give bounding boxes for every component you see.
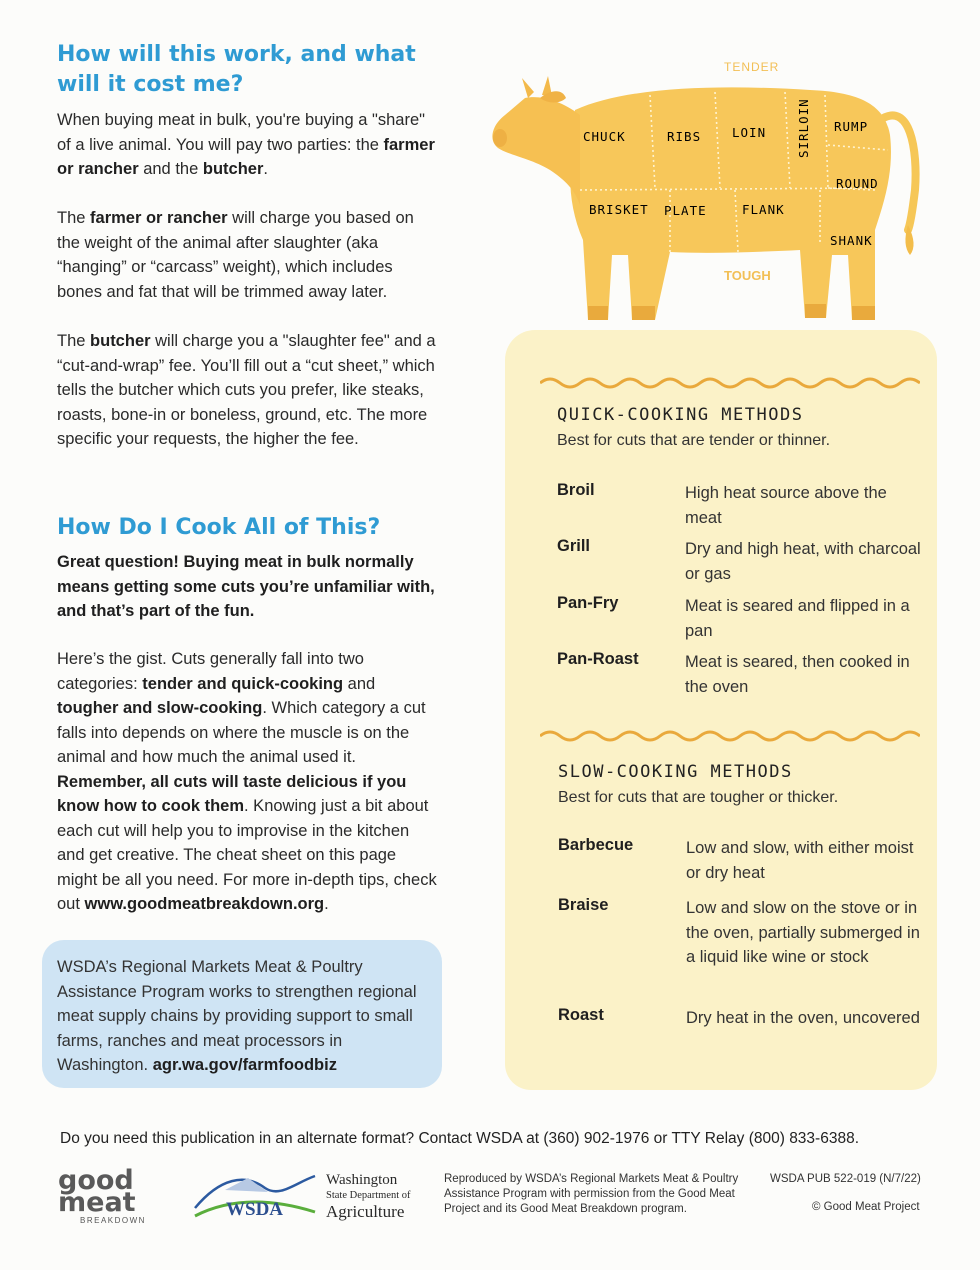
cut-sirloin-label: SIRLOIN	[796, 98, 811, 158]
bold-text: agr.wa.gov/farmfoodbiz	[152, 1056, 337, 1074]
wsda-name-line2: State Department of	[326, 1190, 411, 1201]
cow-cuts-diagram	[480, 40, 940, 350]
tough-label: TOUGH	[724, 268, 771, 283]
wsda-logo-text: WSDA	[226, 1199, 284, 1220]
slow-methods-subtitle: Best for cuts that are tougher or thicker.	[558, 789, 839, 806]
paragraph-farmer-charge: The farmer or rancher will charge you based on the weight of the animal after slaughter (aka “hanging” or “carcass” weight), which includes bones and fat that will be trimmed away later.	[57, 209, 414, 301]
cut-brisket-label: BRISKET	[589, 202, 649, 217]
method-name: Broil	[557, 481, 595, 499]
cut-ribs-label: RIBS	[667, 129, 702, 144]
cut-flank-label: FLANK	[742, 202, 785, 217]
cut-loin-label: LOIN	[732, 125, 767, 140]
cut-shank-label: SHANK	[830, 233, 873, 248]
good-meat-logo	[58, 1165, 188, 1230]
wsda-agency-name	[326, 1172, 411, 1220]
cut-plate-label: PLATE	[664, 203, 707, 218]
slow-methods-title: SLOW-COOKING METHODS	[558, 762, 793, 782]
cow-body	[492, 76, 915, 320]
section-title-cook: How Do I Cook All of This?	[57, 515, 381, 540]
gm-logo-breakdown: BREAKDOWN	[80, 1216, 146, 1225]
method-name: Pan-Roast	[557, 650, 639, 668]
bold-text: tender and quick-cooking	[142, 674, 344, 693]
wave-divider-slow	[540, 728, 920, 744]
tender-label: TENDER	[724, 60, 780, 74]
section-title-cost	[57, 40, 437, 100]
title-line-1: How will this work, and what	[57, 42, 416, 67]
method-desc: Meat is seared, then cooked in the oven	[685, 653, 910, 696]
wave-divider-quick	[540, 375, 920, 391]
reproduction-notice: Reproduced by WSDA’s Regional Markets Meat & Poultry Assistance Program with permission from the Good Meat Project and its Good Meat Breakdown program.	[444, 1173, 739, 1215]
method-name: Braise	[558, 896, 609, 914]
bold-text: tougher and slow-cooking	[57, 699, 263, 717]
title-line-2: will it cost me?	[57, 72, 244, 97]
method-desc: Dry heat in the oven, uncovered	[686, 1009, 920, 1027]
bold-text: butcher	[202, 160, 264, 178]
cut-round-label: ROUND	[836, 176, 879, 191]
alt-format-notice: Do you need this publication in an alternate format? Contact WSDA at (360) 902-1976 or TTY Relay (800) 833-6388.	[60, 1130, 859, 1147]
quick-methods-title: QUICK-COOKING METHODS	[557, 405, 804, 425]
wsda-name-line3: Agriculture	[326, 1202, 405, 1221]
method-desc: Dry and high heat, with charcoal or gas	[685, 540, 921, 583]
bold-text: Remember, all cuts will taste delicious if you know how to cook them	[57, 772, 407, 815]
paragraph-cost-intro: When buying meat in bulk, you're buying a "share" of a live animal. You will pay two parties: the farmer or rancher and the butcher.	[57, 111, 435, 178]
bold-text: www.goodmeatbreakdown.org	[84, 895, 325, 913]
cut-chuck-label: CHUCK	[583, 129, 626, 144]
gm-logo-meat: meat	[58, 1187, 136, 1218]
method-name: Pan-Fry	[557, 594, 619, 612]
copyright-notice: © Good Meat Project	[812, 1201, 920, 1213]
method-desc: Low and slow, with either moist or dry heat	[686, 839, 914, 882]
quick-methods-subtitle: Best for cuts that are tender or thinner.	[557, 432, 831, 449]
gm-logo-good: good	[58, 1165, 134, 1196]
wsda-logo	[190, 1168, 320, 1226]
paragraph-cook-lead: Great question! Buying meat in bulk normally means getting some cuts you’re unfamiliar with, and that’s part of the fun.	[57, 553, 435, 620]
bold-text: butcher	[90, 332, 151, 350]
paragraph-butcher-charge: The butcher will charge you a "slaughter fee" and a “cut-and-wrap” fee. You’ll fill out a “cut sheet,” which tells the butcher which cuts you prefer, like steaks, roasts, bone-in or boneless, ground, etc. The more specific your requests, the higher the fee.	[57, 332, 436, 448]
publication-number: WSDA PUB 522-019 (N/7/22)	[770, 1173, 921, 1185]
method-desc: High heat source above the meat	[685, 484, 887, 527]
bold-text: farmer or rancher	[90, 209, 228, 227]
method-desc: Meat is seared and flipped in a pan	[685, 597, 910, 640]
method-desc: Low and slow on the stove or in the oven, partially submerged in a liquid like wine or stock	[686, 899, 920, 966]
method-name: Barbecue	[558, 836, 634, 854]
method-name: Grill	[557, 537, 591, 555]
bold-text: farmer or rancher	[57, 135, 435, 178]
info-box-text: WSDA’s Regional Markets Meat & Poultry Assistance Program works to strengthen regional meat supply chains by providing support to small farms, ranches and meat processors in Washington. agr.wa.gov/farmfoodbiz	[57, 958, 417, 1074]
paragraph-cook-gist: Here’s the gist. Cuts generally fall into two categories: tender and quick-cooking and tougher and slow-cooking. Which category a cut falls into depends on where the muscle is on the animal and how much the animal used it. Remember, all cuts will taste delicious if you know how to cook them. Knowing just a bit about each cut will help you to improvise in the kitchen and get creative. The cheat sheet on this page might be all you need. For more in-depth tips, check out www.goodmeatbreakdown.org.	[57, 650, 437, 913]
cut-rump-label: RUMP	[834, 119, 869, 134]
method-name: Roast	[558, 1006, 604, 1024]
wsda-name-line1: Washington	[326, 1172, 398, 1188]
